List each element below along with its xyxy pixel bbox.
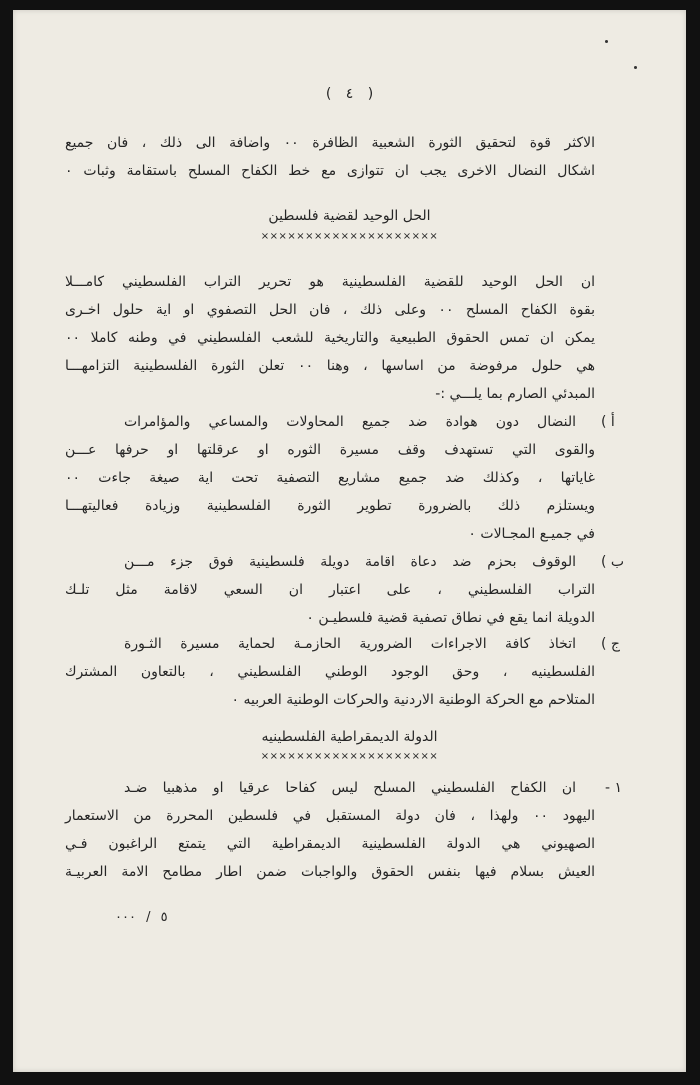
paragraph-line: ان الحل الوحيد للقضية الفلسطينية هو تحرير التراب الفلسطيني كامـــلا	[65, 274, 595, 290]
item-line: الدويلة انما يقع في نطاق تصفية قضية فلسطيـن ٠	[306, 610, 595, 626]
item-line: في جميـع المجـالات ٠	[468, 526, 595, 542]
item-line: النضال دون هوادة ضد جميع المحاولات والمساعي والمؤامرات	[124, 414, 576, 430]
item-line: المتلاحم مع الحركة الوطنية الاردنية والحركات الوطنية العربيه ٠	[231, 692, 595, 708]
document-page	[13, 10, 686, 1072]
heading-stars: ××××××××××××××××××××	[260, 231, 439, 242]
item-line: ويستلزم ذلك بالضرورة تطوير الثورة الفلسطينية وزيادة فعاليتهـــا	[65, 498, 595, 514]
paragraph-line: يمكن ان تمس الحقوق الطبيعية والتاريخية للشعب الفلسطيني في وطنه كاملا ٠٠	[65, 330, 595, 346]
section-heading: الدولة الديمقراطية الفلسطينيه	[261, 729, 438, 745]
heading-stars: ××××××××××××××××××××	[260, 751, 439, 762]
item-marker-1: ١ -	[605, 780, 623, 796]
intro-line: اشكال النضال الاخرى يجب ان تتوازى مع خط الكفاح المسلح باستقامة وثبات ٠	[65, 163, 595, 179]
item-marker-c: ج )	[601, 636, 620, 652]
page-number: ( ٤ )	[325, 86, 374, 102]
paragraph-line: المبدئي الصارم بما يلـــي :-	[435, 386, 595, 402]
intro-line: الاكثر قوة لتحقيق الثورة الشعبية الظافرة ٠٠ واضافة الى ذلك ، فان جميع	[65, 135, 595, 151]
paragraph-line: بقوة الكفاح المسلح ٠٠ وعلى ذلك ، فان الحل التصفوي او اية حلول اخـرى	[65, 302, 596, 318]
item-line: العيش بسلام فيها بنفس الحقوق والواجبات ضمن اطار مطامح الامة العربيـة	[65, 864, 595, 880]
item-line: اتخاذ كافة الاجراءات الضرورية الحازمـة لحماية مسيرة الثـورة	[124, 636, 576, 652]
item-marker-a: أ )	[601, 414, 615, 430]
item-line: غاياتها ، وكذلك ضد جميع مشاريع التصفية تحت اية صيغة جاءت ٠٠	[65, 470, 595, 486]
continuation-marker: ٥ / ٠٠٠	[115, 910, 168, 925]
item-line: التراب الفلسطيني ، على اعتبار ان السعي لاقامة مثل تلـك	[65, 582, 595, 598]
ink-speck	[634, 66, 637, 69]
item-line: الوقوف بحزم ضد دعاة اقامة دويلة فلسطينية فوق جزء مـــن	[124, 554, 576, 570]
section-heading: الحل الوحيد لقضية فلسطين	[268, 208, 431, 224]
ink-speck	[605, 40, 608, 43]
item-line: الصهيوني هي الدولة الفلسطينية الديمقراطية التي يتمتع الراغبون فـي	[65, 836, 595, 852]
item-line: ان الكفاح الفلسطيني المسلح ليس كفاحا عرقيا او مذهبيا ضـد	[124, 780, 576, 796]
paragraph-line: هي حلول مرفوضة من اساسها ، وهنا ٠٠ تعلن الثورة الفلسطينية التزامهـــا	[65, 358, 595, 374]
item-line: اليهود ٠٠ ولهذا ، فان دولة المستقبل في فلسطين المحررة من الاستعمار	[65, 808, 595, 824]
item-line: الفلسطينيه ، وحق الوجود الوطني الفلسطيني ، بالتعاون المشترك	[65, 664, 595, 680]
item-line: والقوى التي تستهدف وقف مسيرة الثوره او عرقلتها او حرفها عـــن	[65, 442, 595, 458]
item-marker-b: ب )	[601, 554, 625, 570]
